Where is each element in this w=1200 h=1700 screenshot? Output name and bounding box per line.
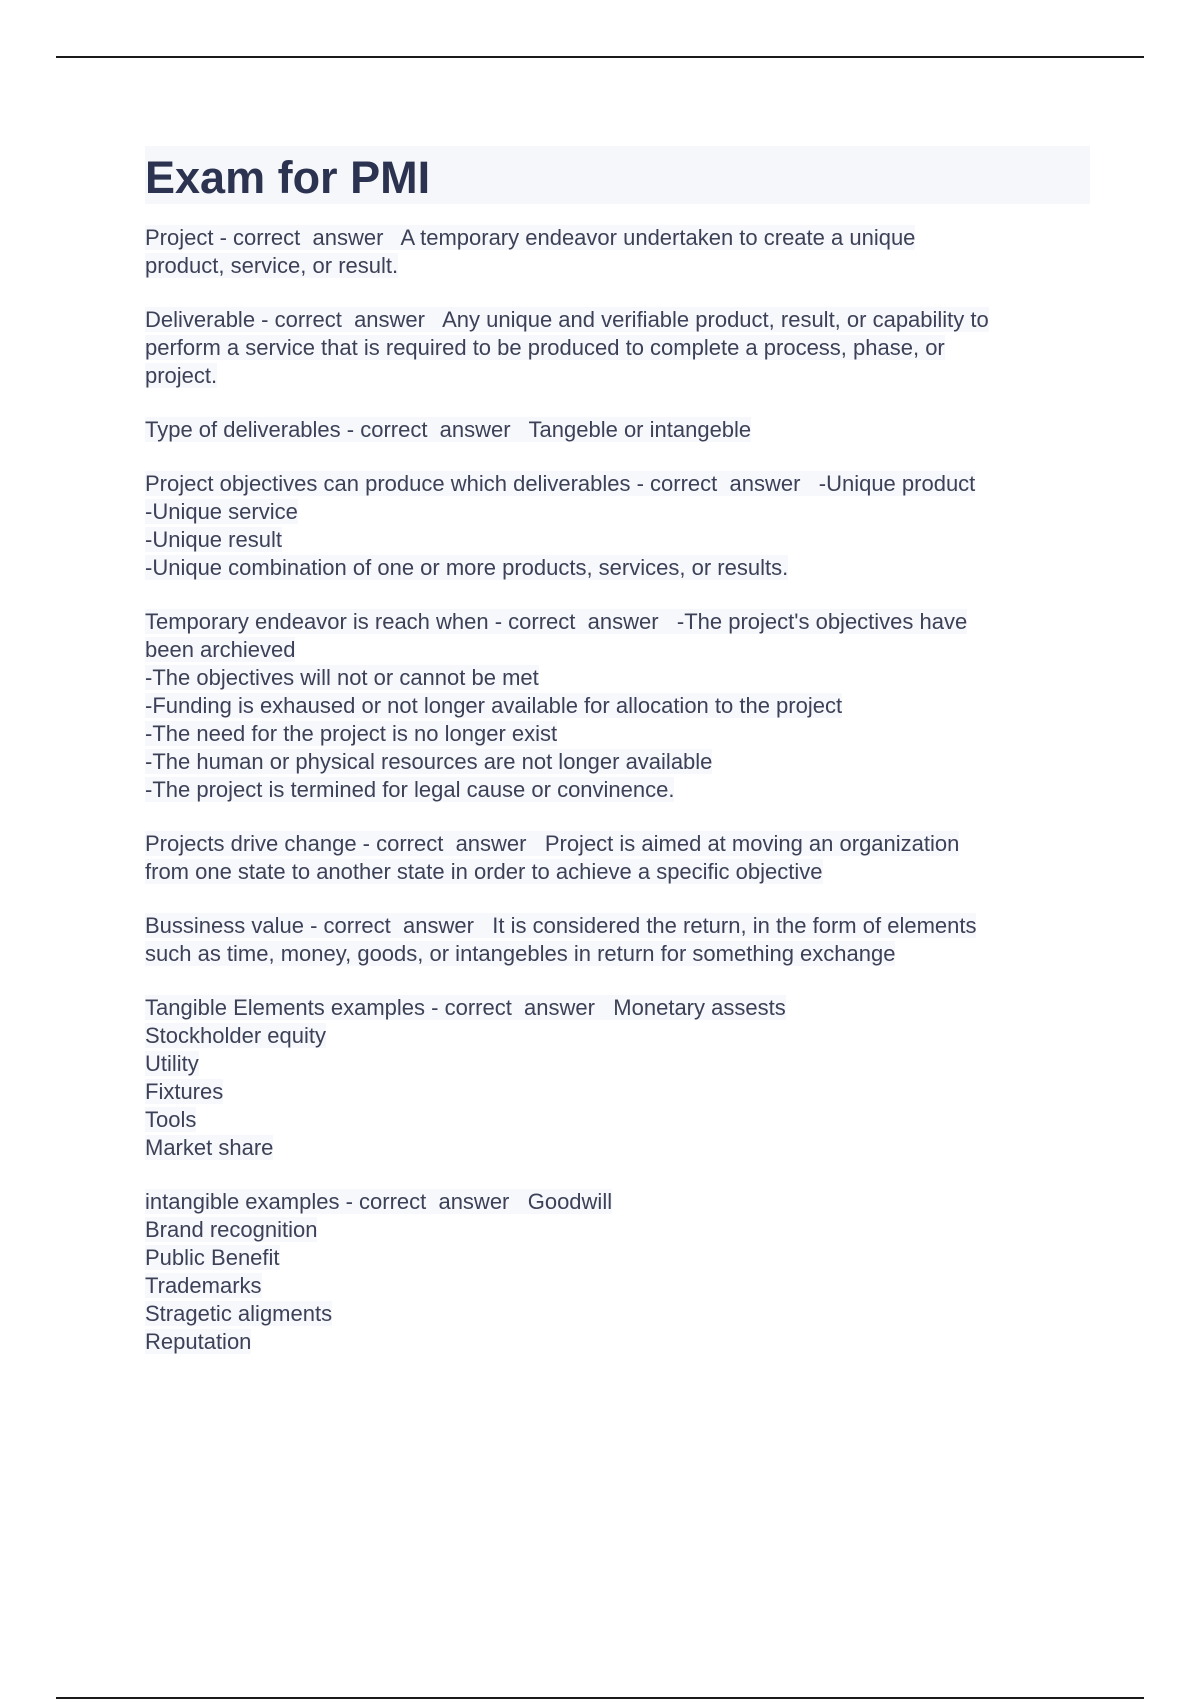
entry-line [145, 554, 1090, 582]
entry-line-text: -Unique combination of one or more products, services, or results. [145, 555, 789, 580]
entry-line-text: Type of deliverables - correct answer Tangeble or intangeble [145, 417, 752, 442]
entry-line [145, 252, 1090, 280]
entry-line-text: Utility [145, 1051, 199, 1076]
qa-entry [145, 994, 1090, 1162]
entry-line-text: Stragetic aligments [145, 1301, 333, 1326]
entry-line-text: Market share [145, 1135, 274, 1160]
entry-line [145, 720, 1090, 748]
entry-line-text: Tangible Elements examples - correct answer Monetary assests [145, 995, 786, 1020]
entry-line [145, 362, 1090, 390]
entry-line [145, 1272, 1090, 1300]
entry-line-text: -The project is termined for legal cause or convinence. [145, 777, 675, 802]
entry-line-text: Temporary endeavor is reach when - correct answer -The project's objectives have [145, 609, 968, 634]
bottom-rule [56, 1697, 1144, 1699]
entry-line [145, 858, 1090, 886]
entry-line [145, 334, 1090, 362]
qa-entry [145, 912, 1090, 968]
entry-line [145, 1134, 1090, 1162]
entry-line [145, 416, 1090, 444]
page-title: Exam for PMI [145, 151, 431, 203]
qa-entry [145, 830, 1090, 886]
entry-line [145, 470, 1090, 498]
entry-line [145, 912, 1090, 940]
entry-line [145, 994, 1090, 1022]
qa-entry [145, 1188, 1090, 1356]
entry-line [145, 1244, 1090, 1272]
entry-line-text: intangible examples - correct answer Goodwill [145, 1189, 613, 1214]
qa-entry [145, 470, 1090, 582]
entry-line-text: Tools [145, 1107, 197, 1132]
entry-line [145, 1022, 1090, 1050]
entry-line [145, 1216, 1090, 1244]
entry-line-text: -Funding is exhaused or not longer available for allocation to the project [145, 693, 843, 718]
entry-line-text: Fixtures [145, 1079, 224, 1104]
document-body [145, 146, 1090, 1382]
entries-list [145, 224, 1090, 1356]
entry-line-text: Project objectives can produce which deliverables - correct answer -Unique product [145, 471, 976, 496]
entry-line [145, 830, 1090, 858]
entry-line-text: Trademarks [145, 1273, 262, 1298]
entry-line [145, 692, 1090, 720]
entry-line-text: Public Benefit [145, 1245, 280, 1270]
qa-entry [145, 306, 1090, 390]
entry-line [145, 1106, 1090, 1134]
entry-line [145, 498, 1090, 526]
entry-line [145, 1050, 1090, 1078]
entry-line-text: Projects drive change - correct answer Project is aimed at moving an organization [145, 831, 960, 856]
entry-line-text: -The need for the project is no longer exist [145, 721, 558, 746]
entry-line [145, 1188, 1090, 1216]
entry-line-text: such as time, money, goods, or intangebles in return for something exchange [145, 941, 896, 966]
entry-line-text: been archieved [145, 637, 296, 662]
entry-line-text: -The human or physical resources are not longer available [145, 749, 713, 774]
entry-line-text: project. [145, 363, 218, 388]
entry-line-text: product, service, or result. [145, 253, 399, 278]
entry-line-text: Brand recognition [145, 1217, 318, 1242]
entry-line [145, 526, 1090, 554]
entry-line-text: -Unique service [145, 499, 298, 524]
entry-line [145, 664, 1090, 692]
entry-line-text: -The objectives will not or cannot be met [145, 665, 539, 690]
entry-line [145, 1078, 1090, 1106]
entry-line-text: Stockholder equity [145, 1023, 326, 1048]
entry-line [145, 1300, 1090, 1328]
top-rule [56, 56, 1144, 58]
entry-line-text: perform a service that is required to be produced to complete a process, phase, or [145, 335, 945, 360]
title-block [145, 146, 1090, 204]
qa-entry [145, 608, 1090, 804]
entry-line [145, 748, 1090, 776]
entry-line [145, 940, 1090, 968]
entry-line-text: Project - correct answer A temporary endeavor undertaken to create a unique [145, 225, 916, 250]
entry-line [145, 306, 1090, 334]
entry-line-text: Reputation [145, 1329, 252, 1354]
entry-line [145, 636, 1090, 664]
entry-line-text: from one state to another state in order to achieve a specific objective [145, 859, 823, 884]
entry-line-text: Deliverable - correct answer Any unique and verifiable product, result, or capability to [145, 307, 989, 332]
entry-line [145, 608, 1090, 636]
entry-line [145, 776, 1090, 804]
entry-line-text: -Unique result [145, 527, 282, 552]
entry-line [145, 1328, 1090, 1356]
qa-entry [145, 416, 1090, 444]
entry-line-text: Bussiness value - correct answer It is considered the return, in the form of elements [145, 913, 977, 938]
entry-line [145, 224, 1090, 252]
qa-entry [145, 224, 1090, 280]
